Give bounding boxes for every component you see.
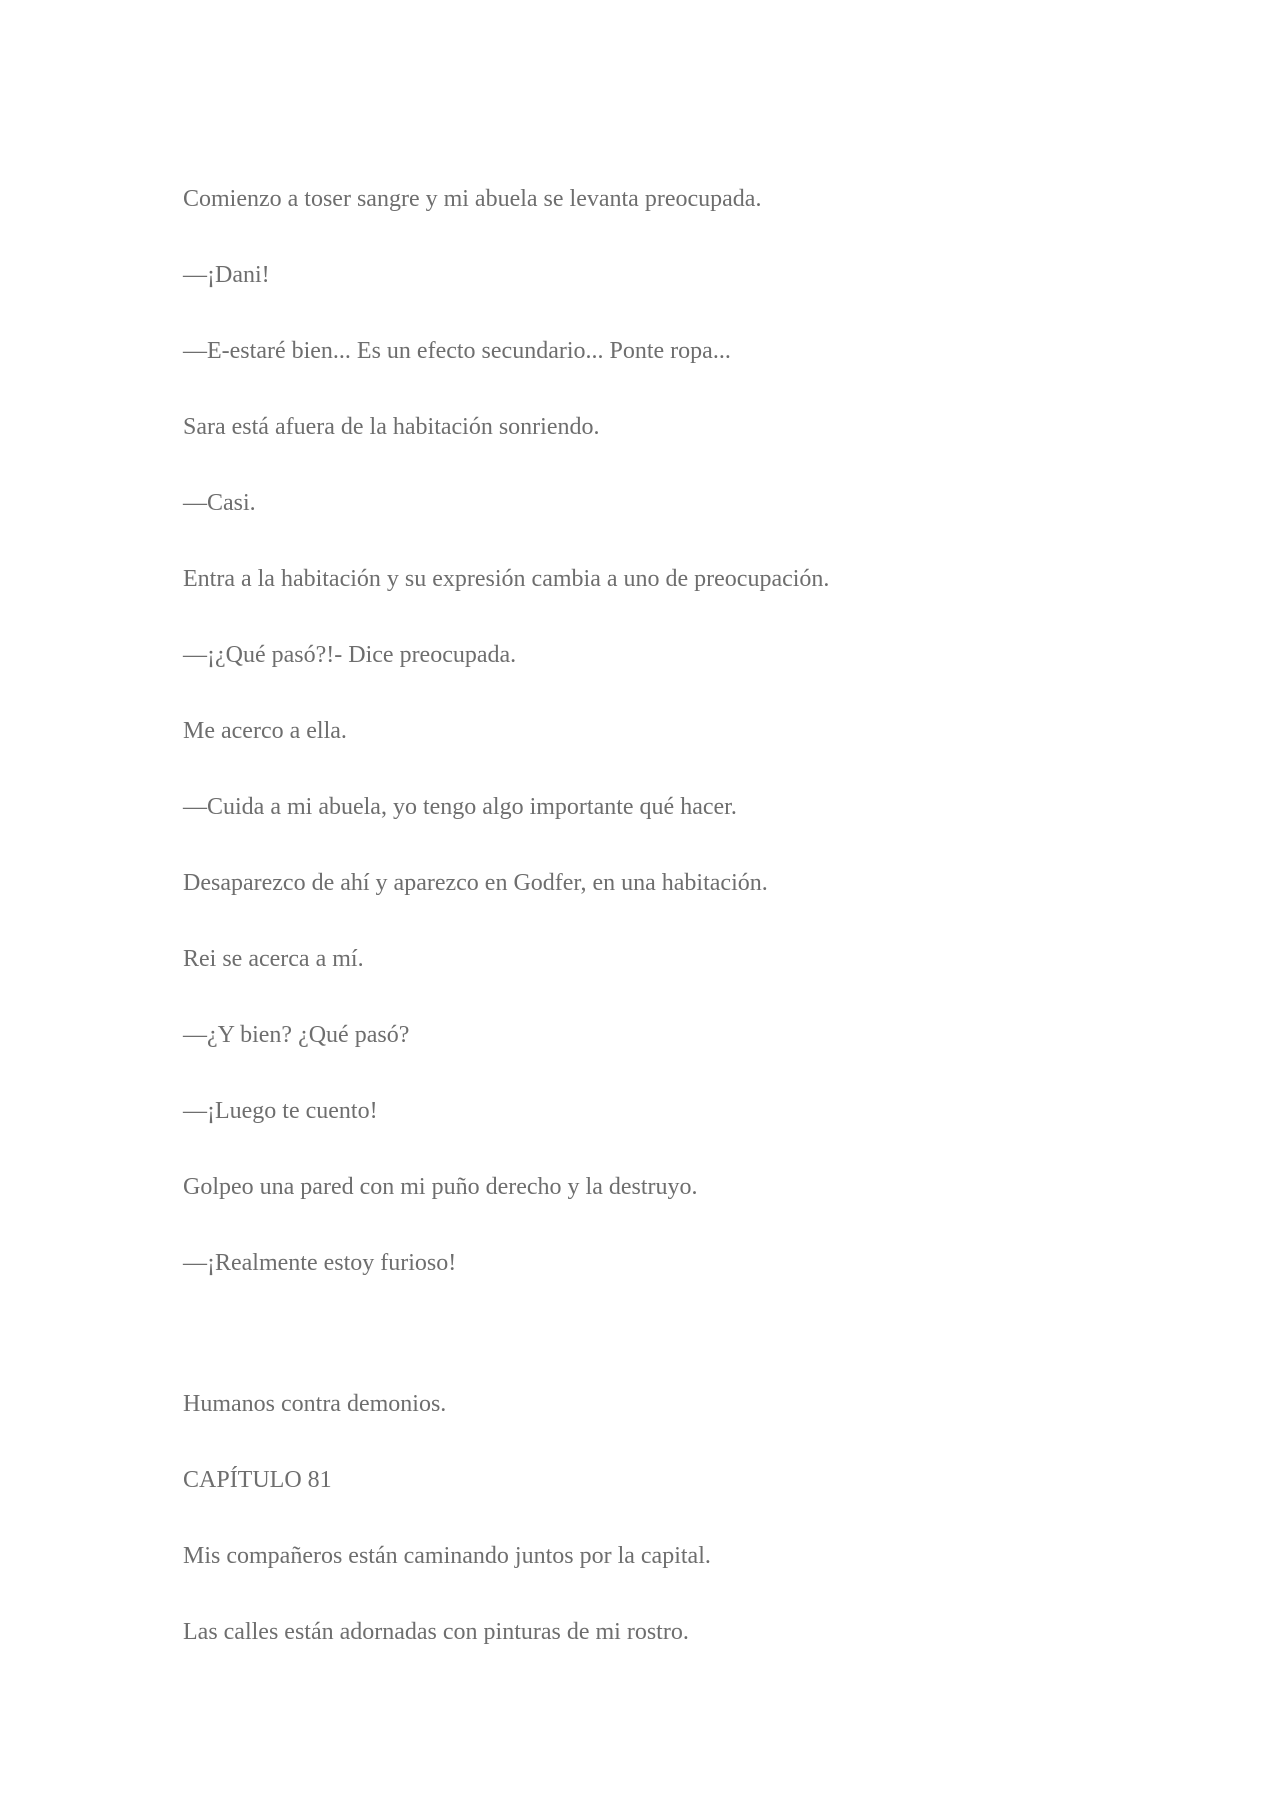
paragraph: Rei se acerca a mí. <box>183 946 364 972</box>
dialogue-line: —E-estaré bien... Es un efecto secundario... Ponte ropa... <box>183 338 731 364</box>
dialogue-line: —Cuida a mi abuela, yo tengo algo importante qué hacer. <box>183 794 737 820</box>
dialogue-line: —¡¿Qué pasó?!- Dice preocupada. <box>183 642 517 668</box>
book-title: Humanos contra demonios. <box>183 1391 447 1417</box>
dialogue-line: —¡Luego te cuento! <box>183 1098 378 1124</box>
dialogue-line: —Casi. <box>183 490 256 516</box>
paragraph: Golpeo una pared con mi puño derecho y la destruyo. <box>183 1174 698 1200</box>
chapter-heading: CAPÍTULO 81 <box>183 1467 332 1493</box>
paragraph: Mis compañeros están caminando juntos por la capital. <box>183 1543 711 1569</box>
paragraph: Sara está afuera de la habitación sonriendo. <box>183 414 600 440</box>
dialogue-line: —¡Realmente estoy furioso! <box>183 1250 457 1276</box>
dialogue-line: —¿Y bien? ¿Qué pasó? <box>183 1022 410 1048</box>
paragraph: Comienzo a toser sangre y mi abuela se levanta preocupada. <box>183 186 762 212</box>
paragraph: Las calles están adornadas con pinturas de mi rostro. <box>183 1619 689 1645</box>
paragraph: Desaparezco de ahí y aparezco en Godfer, en una habitación. <box>183 870 768 896</box>
paragraph: Entra a la habitación y su expresión cambia a uno de preocupación. <box>183 566 830 592</box>
paragraph: Me acerco a ella. <box>183 718 347 744</box>
dialogue-line: —¡Dani! <box>183 262 270 288</box>
